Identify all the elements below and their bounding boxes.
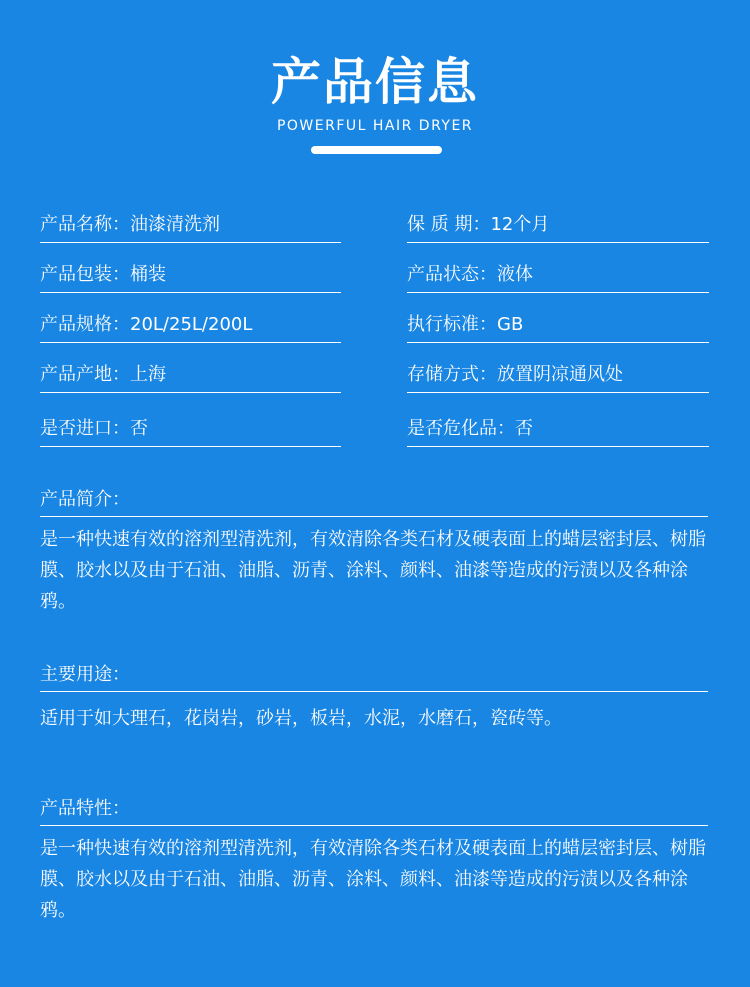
spec-value-hazardous: 否 [515, 418, 533, 439]
spec-label-name: 产品名称： [40, 214, 130, 235]
spec-row-shelf-life [407, 210, 709, 243]
spec-row-origin [40, 360, 341, 393]
features-text: 是一种快速有效的溶剂型清洗剂，有效清除各类石材及硬表面上的蜡层密封层、树脂膜、胶水以及由于石油、油脂、沥青、涂料、颜料、油漆等造成的污渍以及各种涂鸦。 [40, 838, 706, 921]
spec-row-state [407, 260, 709, 293]
spec-label-storage: 存储方式： [407, 364, 497, 385]
spec-row-imported [40, 414, 341, 447]
spec-row-hazardous [407, 414, 709, 447]
spec-value-storage: 放置阴凉通风处 [497, 364, 623, 385]
spec-label-spec: 产品规格： [40, 314, 130, 335]
spec-row-standard [407, 310, 709, 343]
spec-value-origin: 上海 [130, 364, 166, 385]
spec-row-spec [40, 310, 341, 343]
spec-label-packaging: 产品包装： [40, 264, 130, 285]
spec-row-storage [407, 360, 709, 393]
spec-value-imported: 否 [130, 418, 148, 439]
title-underline-bar [311, 146, 442, 154]
spec-label-standard: 执行标准： [407, 314, 497, 335]
features-heading: 产品特性： [40, 795, 708, 826]
spec-label-state: 产品状态： [407, 264, 497, 285]
spec-row-packaging [40, 260, 341, 293]
usage-text: 适用于如大理石，花岗岩，砂岩，板岩，水泥，水磨石，瓷砖等。 [40, 708, 562, 729]
spec-value-packaging: 桶装 [130, 264, 166, 285]
spec-label-origin: 产品产地： [40, 364, 130, 385]
page-title: 产品信息 [271, 53, 479, 111]
spec-value-shelf-life: 12个月 [490, 214, 550, 235]
spec-value-standard: GB [497, 314, 524, 335]
spec-label-shelf-life: 保 质 期： [407, 214, 491, 235]
spec-label-imported: 是否进口： [40, 418, 130, 439]
spec-label-hazardous: 是否危化品： [407, 418, 515, 439]
intro-text: 是一种快速有效的溶剂型清洗剂，有效清除各类石材及硬表面上的蜡层密封层、树脂膜、胶水以及由于石油、油脂、沥青、涂料、颜料、油漆等造成的污渍以及各种涂鸦。 [40, 529, 706, 612]
usage-heading: 主要用途： [40, 661, 708, 692]
page-subtitle: POWERFUL HAIR DRYER [276, 118, 474, 134]
spec-value-state: 液体 [497, 264, 533, 285]
intro-heading: 产品简介： [40, 486, 708, 517]
spec-value-spec: 20L/25L/200L [130, 314, 253, 335]
spec-value-name: 油漆清洗剂 [130, 214, 220, 235]
spec-row-name [40, 210, 341, 243]
